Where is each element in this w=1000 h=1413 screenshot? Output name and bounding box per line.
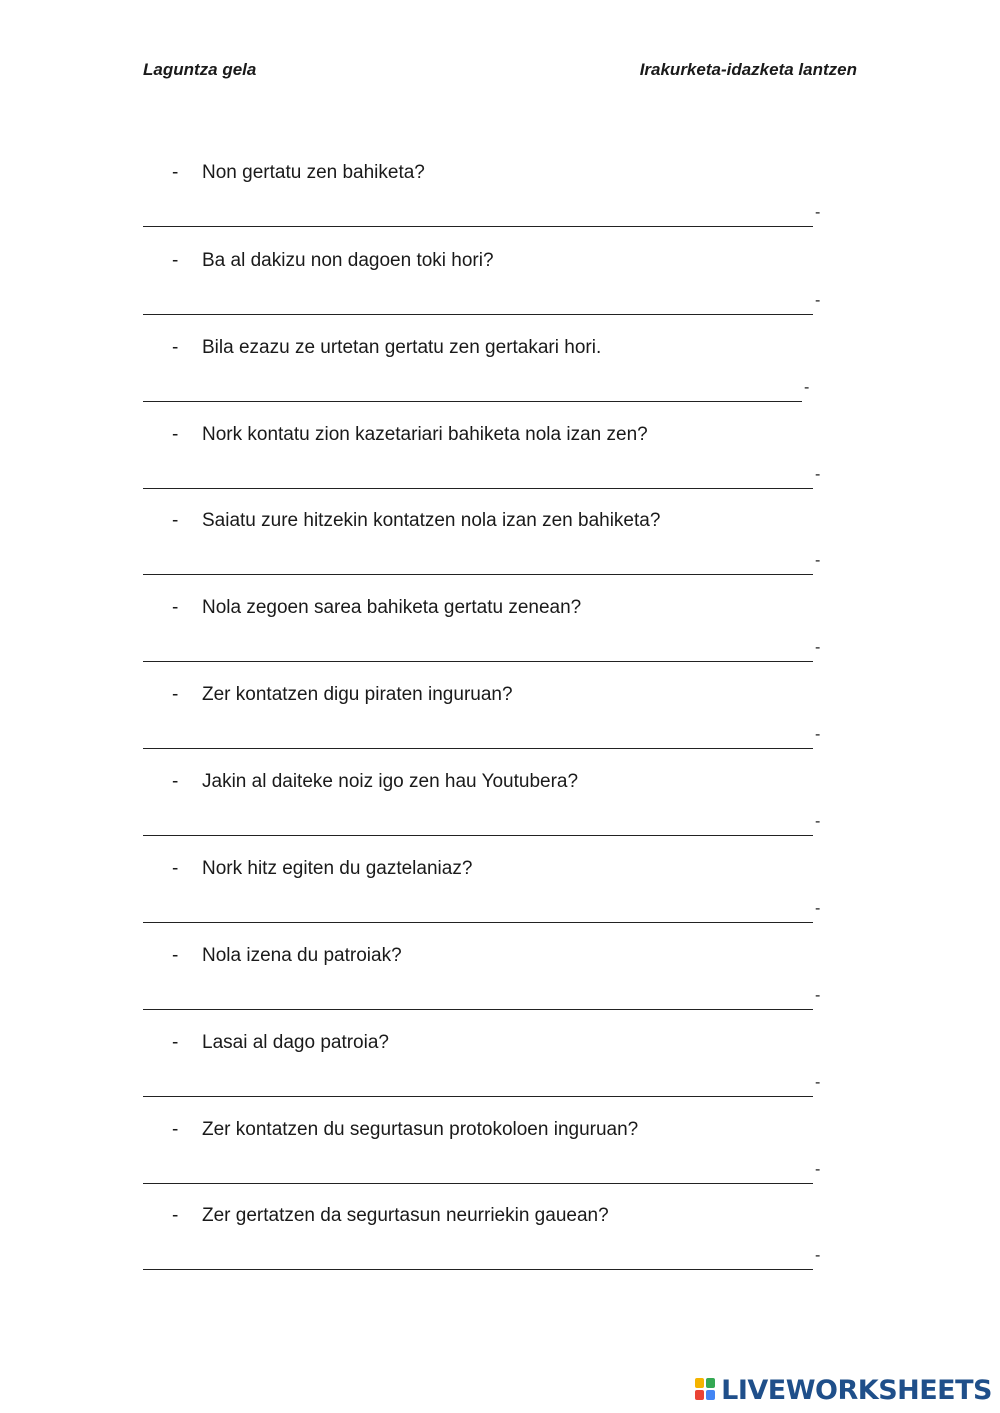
- answer-input[interactable]: [143, 1163, 813, 1184]
- answer-tail: -: [815, 292, 821, 309]
- answer-input[interactable]: [143, 815, 813, 836]
- question-text: Zer kontatzen digu piraten inguruan?: [202, 684, 513, 705]
- answer-input[interactable]: [143, 381, 802, 402]
- logo-text: LIVEWORKSHEETS: [721, 1374, 992, 1406]
- question-line: [172, 771, 578, 793]
- question-text: Nola zegoen sarea bahiketa gertatu zenean?: [202, 597, 582, 618]
- question-text: Jakin al daiteke noiz igo zen hau Youtubera?: [202, 771, 579, 792]
- liveworksheets-logo-icon: [695, 1378, 717, 1402]
- answer-tail: -: [815, 987, 821, 1004]
- bullet-dash: -: [172, 597, 179, 618]
- question-item: [0, 510, 1000, 597]
- question-item: [0, 684, 1000, 771]
- question-line: [172, 597, 581, 619]
- answer-tail: -: [815, 1247, 821, 1264]
- question-item: [0, 424, 1000, 511]
- answer-row: [143, 378, 809, 402]
- answer-row: [143, 1160, 820, 1184]
- answer-input[interactable]: [143, 554, 813, 575]
- answer-input[interactable]: [143, 728, 813, 749]
- question-line: [172, 337, 601, 359]
- question-item: [0, 858, 1000, 945]
- bullet-dash: -: [172, 1205, 179, 1226]
- answer-row: [143, 899, 820, 923]
- bullet-dash: -: [172, 162, 179, 183]
- answer-tail: -: [815, 639, 821, 656]
- answer-row: [143, 551, 820, 575]
- question-line: [172, 424, 648, 446]
- answer-tail: -: [804, 379, 810, 396]
- answer-row: [143, 986, 820, 1010]
- question-item: [0, 1032, 1000, 1119]
- question-text: Saiatu zure hitzekin kontatzen nola izan zen bahiketa?: [202, 510, 661, 531]
- bullet-dash: -: [172, 424, 179, 445]
- question-item: [0, 337, 1000, 424]
- bullet-dash: -: [172, 510, 179, 531]
- answer-row: [143, 465, 820, 489]
- question-line: [172, 1205, 609, 1227]
- answer-input[interactable]: [143, 902, 813, 923]
- answer-tail: -: [815, 726, 821, 743]
- answer-row: [143, 1073, 820, 1097]
- question-item: [0, 1119, 1000, 1206]
- question-text: Nork kontatu zion kazetariari bahiketa nola izan zen?: [202, 424, 648, 445]
- question-line: [172, 1119, 638, 1141]
- answer-tail: -: [815, 204, 821, 221]
- bullet-dash: -: [172, 771, 179, 792]
- question-text: Zer kontatzen du segurtasun protokoloen inguruan?: [202, 1119, 639, 1140]
- question-text: Nork hitz egiten du gaztelaniaz?: [202, 858, 473, 879]
- answer-tail: -: [815, 900, 821, 917]
- answer-tail: -: [815, 1161, 821, 1178]
- question-line: [172, 162, 425, 184]
- answer-row: [143, 725, 820, 749]
- question-line: [172, 1032, 389, 1054]
- answer-input[interactable]: [143, 206, 813, 227]
- question-item: [0, 945, 1000, 1032]
- header-left-title: Laguntza gela: [143, 60, 257, 79]
- answer-tail: -: [815, 813, 821, 830]
- answer-tail: -: [815, 466, 821, 483]
- header-right-title: Irakurketa-idazketa lantzen: [639, 60, 857, 79]
- question-text: Bila ezazu ze urtetan gertatu zen gertakari hori.: [202, 337, 602, 358]
- bullet-dash: -: [172, 1119, 179, 1140]
- question-text: Ba al dakizu non dagoen toki hori?: [202, 250, 494, 271]
- answer-input[interactable]: [143, 1249, 813, 1270]
- question-item: [0, 597, 1000, 684]
- question-text: Zer gertatzen da segurtasun neurriekin gauean?: [202, 1205, 609, 1226]
- question-line: [172, 945, 402, 967]
- question-line: [172, 510, 660, 532]
- answer-tail: -: [815, 552, 821, 569]
- bullet-dash: -: [172, 250, 179, 271]
- question-line: [172, 250, 494, 272]
- answer-input[interactable]: [143, 294, 813, 315]
- question-item: [0, 162, 1000, 249]
- liveworksheets-logo: [695, 1375, 992, 1405]
- answer-tail: -: [815, 1074, 821, 1091]
- answer-input[interactable]: [143, 989, 813, 1010]
- question-text: Nola izena du patroiak?: [202, 945, 402, 966]
- bullet-dash: -: [172, 945, 179, 966]
- answer-row: [143, 812, 820, 836]
- answer-row: [143, 203, 820, 227]
- question-text: Non gertatu zen bahiketa?: [202, 162, 425, 183]
- question-item: [0, 771, 1000, 858]
- bullet-dash: -: [172, 337, 179, 358]
- bullet-dash: -: [172, 1032, 179, 1053]
- question-item: [0, 250, 1000, 337]
- question-line: [172, 684, 513, 706]
- bullet-dash: -: [172, 858, 179, 879]
- question-line: [172, 858, 472, 880]
- answer-row: [143, 291, 820, 315]
- bullet-dash: -: [172, 684, 179, 705]
- answer-row: [143, 1246, 820, 1270]
- question-item: [0, 1205, 1000, 1292]
- answer-input[interactable]: [143, 641, 813, 662]
- question-text: Lasai al dago patroia?: [202, 1032, 389, 1053]
- answer-input[interactable]: [143, 468, 813, 489]
- answer-input[interactable]: [143, 1076, 813, 1097]
- answer-row: [143, 638, 820, 662]
